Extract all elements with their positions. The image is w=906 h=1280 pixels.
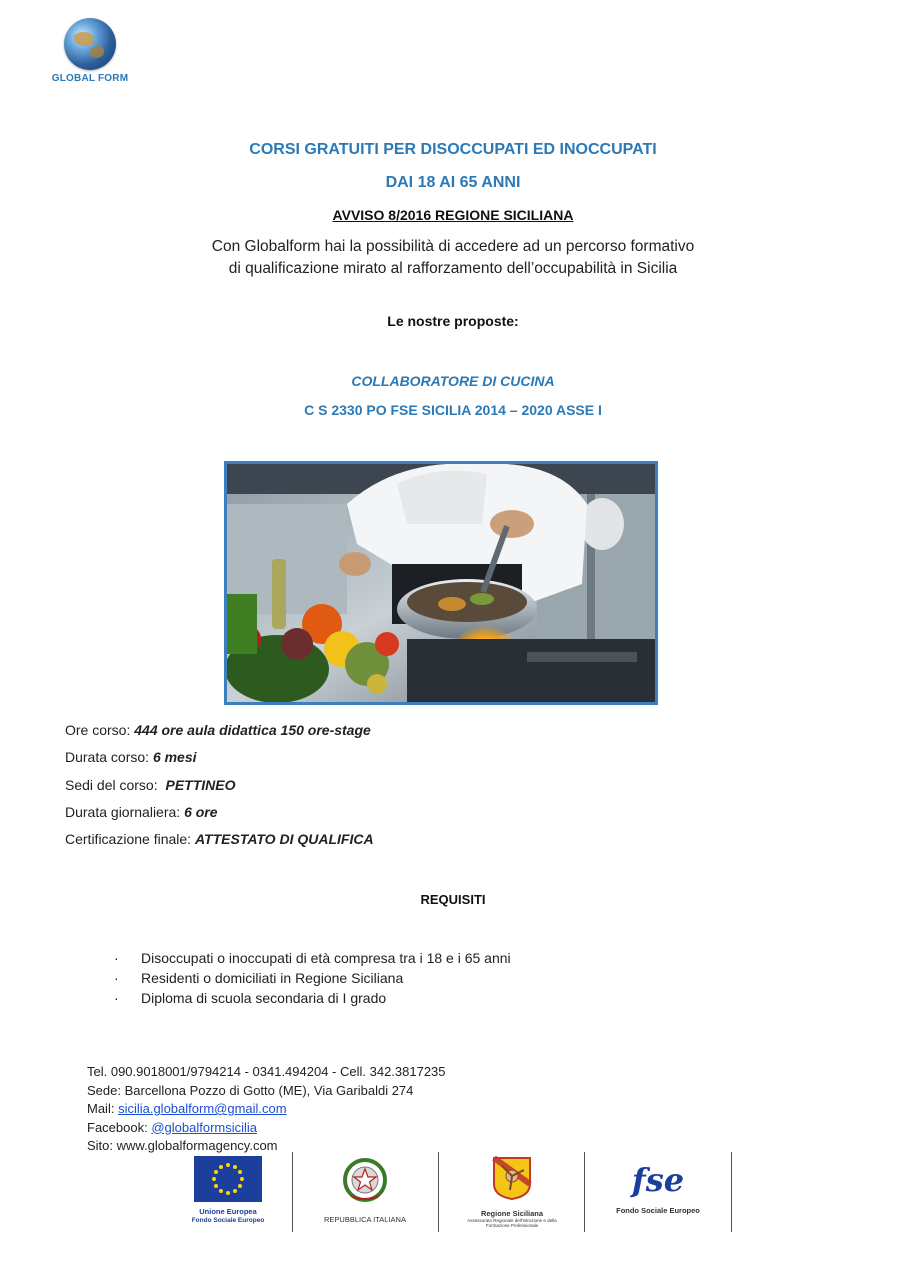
notice-title: AVVISO 8/2016 REGIONE SICILIANA (332, 207, 574, 223)
footer-divider (292, 1152, 293, 1232)
footer-divider (584, 1152, 585, 1232)
facebook-link[interactable]: @globalformsicilia (151, 1119, 258, 1135)
mail-label: Mail: (87, 1101, 119, 1116)
detail-location (65, 777, 236, 793)
fse-label: Fondo Sociale Europeo (616, 1206, 700, 1215)
course-name: COLLABORATORE DI CUCINA (351, 373, 555, 389)
contact-mail-row (87, 1100, 446, 1119)
global-form-logo (44, 18, 136, 84)
requirement-text: Residenti o domiciliati in Regione Siciliana (141, 970, 404, 986)
detail-label: Durata giornaliera: (65, 804, 185, 820)
contact-block (87, 1063, 446, 1156)
detail-value: 6 ore (184, 804, 218, 820)
bullet-icon: · (114, 970, 119, 986)
contact-website: Sito: www.globalformagency.com (87, 1138, 278, 1153)
requirement-text: Disoccupati o inoccupati di età compresa tra i 18 e i 65 anni (141, 950, 511, 966)
globe-icon (64, 18, 116, 70)
contact-address: Sede: Barcellona Pozzo di Gotto (ME), Via Garibaldi 274 (87, 1082, 414, 1098)
requirement-item (114, 950, 511, 966)
intro-line-2: di qualificazione mirato al rafforzamento dell’occupabilità in Sicilia (228, 260, 678, 277)
detail-value: PETTINEO (165, 777, 236, 793)
proposals-title: Le nostre proposte: (387, 313, 519, 329)
contact-phone: Tel. 090.9018001/9794214 - 0341.494204 - Cell. 342.3817235 (87, 1064, 446, 1079)
eu-label-2: Fondo Sociale Europeo (191, 1217, 265, 1224)
detail-duration (65, 749, 197, 765)
detail-value: 6 mesi (152, 749, 197, 765)
regione-siciliana-logo (462, 1156, 562, 1228)
repubblica-italiana-logo (310, 1156, 420, 1224)
detail-label: Sedi del corso: (65, 777, 162, 793)
logo-text: GLOBAL FORM (51, 73, 129, 84)
detail-label: Ore corso: (65, 722, 135, 738)
italian-emblem-icon (341, 1156, 389, 1204)
footer-divider (731, 1152, 732, 1232)
detail-hours (65, 722, 371, 738)
chef-cooking-photo (224, 461, 658, 705)
eu-logo (180, 1156, 276, 1225)
course-code: C S 2330 PO FSE SICILIA 2014 – 2020 ASSE I (304, 402, 602, 418)
intro-line-1: Con Globalform hai la possibilità di accedere ad un percorso formativo (211, 238, 695, 255)
detail-value: 444 ore aula didattica 150 ore-stage (134, 722, 371, 738)
eu-label-1: Unione Europea (199, 1207, 257, 1216)
detail-label: Certificazione finale: (65, 831, 195, 847)
detail-daily-duration (65, 804, 218, 820)
facebook-label: Facebook: (87, 1119, 152, 1135)
detail-certification (65, 831, 374, 847)
requirement-text: Diploma di scuola secondaria di I grado (141, 990, 387, 1006)
headline-title: CORSI GRATUITI PER DISOCCUPATI ED INOCCUPATI (249, 141, 657, 158)
bullet-icon: · (114, 990, 119, 1006)
detail-value: ATTESTATO DI QUALIFICA (194, 831, 374, 847)
bullet-icon: · (114, 950, 119, 966)
eu-flag-icon (194, 1156, 262, 1202)
footer-divider (438, 1152, 439, 1232)
requirement-item (114, 990, 386, 1006)
italia-label: REPUBBLICA ITALIANA (324, 1215, 406, 1224)
trinacria-icon (492, 1156, 532, 1200)
regione-label-2: Assessorato Regionale dell'Istruzione e della Formazione Professionale (467, 1218, 557, 1228)
headline-age-range: DAI 18 AI 65 ANNI (385, 174, 521, 191)
fse-mark-icon: fse (631, 1161, 685, 1199)
regione-label-1: Regione Siciliana (480, 1209, 544, 1218)
requirements-title: REQUISITI (420, 892, 486, 907)
contact-facebook-row (87, 1119, 446, 1138)
requirement-item (114, 970, 403, 986)
fse-logo (606, 1162, 710, 1215)
detail-label: Durata corso: (65, 749, 153, 765)
mail-link[interactable]: sicilia.globalform@gmail.com (118, 1101, 287, 1116)
